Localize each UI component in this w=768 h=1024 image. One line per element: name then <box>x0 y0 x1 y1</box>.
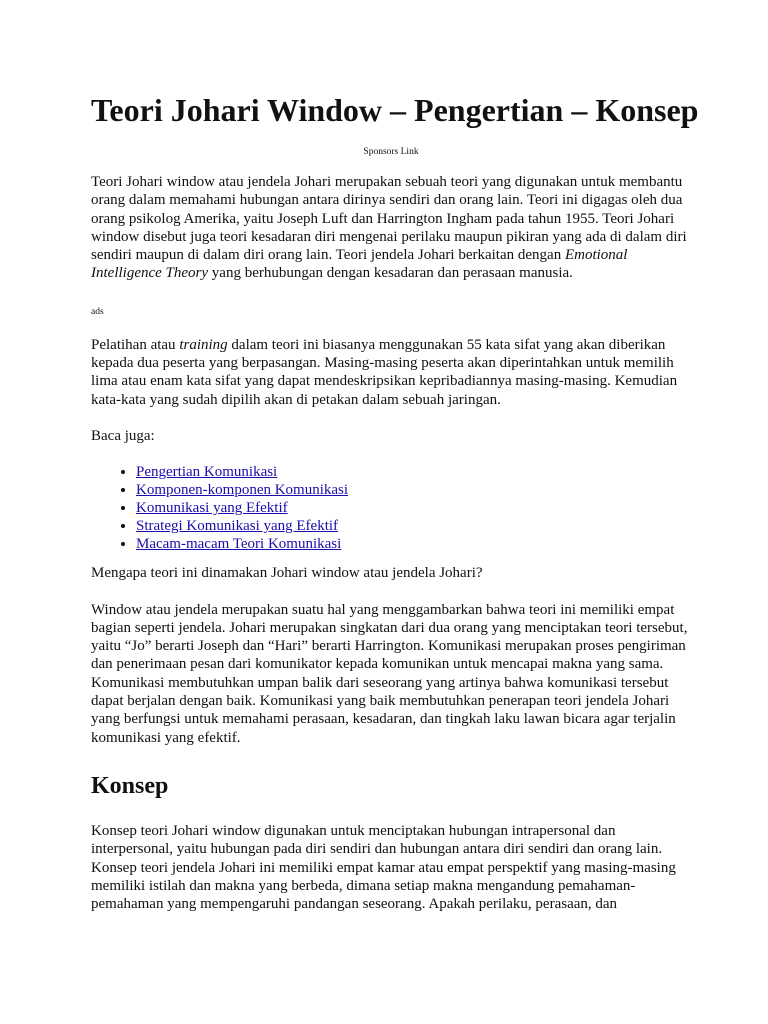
list-item <box>136 463 691 481</box>
list-item <box>136 517 691 535</box>
related-link-komponen-komunikasi[interactable]: Komponen-komponen Komunikasi <box>136 482 349 499</box>
related-link-pengertian-komunikasi[interactable]: Pengertian Komunikasi <box>136 464 278 481</box>
konsep-paragraph: Konsep teori Johari window digunakan untuk menciptakan hubungan intrapersonal dan interpersonal, yaitu hubungan pada diri sendiri dan hubungan antara diri sendiri dan orang lain. Konsep teori jendela Johari ini memiliki empat kamar atau empat perspektif yang masing-masing memiliki istilah dan makna yang berbeda, dimana setiap makna mengandung pemahaman-pemahaman yang mempengaruhi pandangan seseorang. Apakah perilaku, perasaan, dan <box>91 822 676 913</box>
ads-label: ads <box>91 306 104 317</box>
section-heading-konsep: Konsep <box>91 772 169 799</box>
training-text-1: Pelatihan atau <box>91 336 180 353</box>
window-paragraph: Window atau jendela merupakan suatu hal yang menggambarkan bahwa teori ini memiliki empat bagian seperti jendela. Johari merupakan singkatan dari dua orang yang menciptakan teori tersebut, yaitu “Jo” berarti Joseph dan “Hari” berarti Harrington. Komunikasi merupakan proses pengiriman dan penerimaan pesan dari komunikator kepada komunikan untuk mencapai makna yang sama. Komunikasi membutuhkan umpan balik dari seseorang yang artinya bahwa komunikasi tersebut dapat berjalan dengan baik. Komunikasi yang baik membutuhkan penerapan teori jendela Johari yang berfungsi untuk memahami perasaan, kesadaran, dan tingkah laku lawan bicara agar terjalin komunikasi yang efektif. <box>91 601 688 746</box>
training-paragraph <box>91 336 691 409</box>
question-paragraph: Mengapa teori ini dinamakan Johari window atau jendela Johari? <box>91 565 483 582</box>
intro-emphasis: Emotional Intelligence Theory <box>91 247 628 282</box>
related-link-strategi-komunikasi[interactable]: Strategi Komunikasi yang Efektif <box>136 518 339 535</box>
list-item <box>136 499 691 517</box>
page-title: Teori Johari Window – Pengertian – Konsep <box>91 92 699 128</box>
intro-text-1: Teori Johari window atau jendela Johari merupakan sebuah teori yang digunakan untuk membantu orang dalam memahami hubungan antara dirinya sendiri dan orang lain. Teori ini digagas oleh dua orang psikolog Amerika, yaitu Joseph Luft dan Harrington Ingham pada tahun 1955. Teori Johari window disebut juga teori kesadaran diri mengenai perilaku maupun pikiran yang ada di dalam diri sendiri maupun di dalam diri orang lain. Teori jendela Johari berkaitan dengan <box>91 174 687 264</box>
related-link-teori-komunikasi[interactable]: Macam-macam Teori Komunikasi <box>136 536 342 553</box>
sponsor-label: Sponsors Link <box>363 147 419 157</box>
list-item <box>136 481 691 499</box>
related-links-list <box>91 463 691 553</box>
intro-text-2: yang berhubungan dengan kesadaran dan perasaan manusia. <box>208 265 573 282</box>
intro-paragraph <box>91 173 691 283</box>
list-item <box>136 535 691 553</box>
article-body <box>91 88 699 913</box>
read-also-label: Baca juga: <box>91 427 155 444</box>
training-text-2: dalam teori ini biasanya menggunakan 55 kata sifat yang akan diberikan kepada dua peserta yang berpasangan. Masing-masing peserta akan diperintahkan untuk memilih lima atau enam kata sifat yang dapat mendeskripsikan kepribadiannya masing-masing. Kemudian kata-kata yang sudah dipilih akan di petakan dalam sebuah jaringan. <box>91 336 678 408</box>
related-link-komunikasi-efektif[interactable]: Komunikasi yang Efektif <box>136 500 288 517</box>
training-emphasis: training <box>179 336 228 353</box>
